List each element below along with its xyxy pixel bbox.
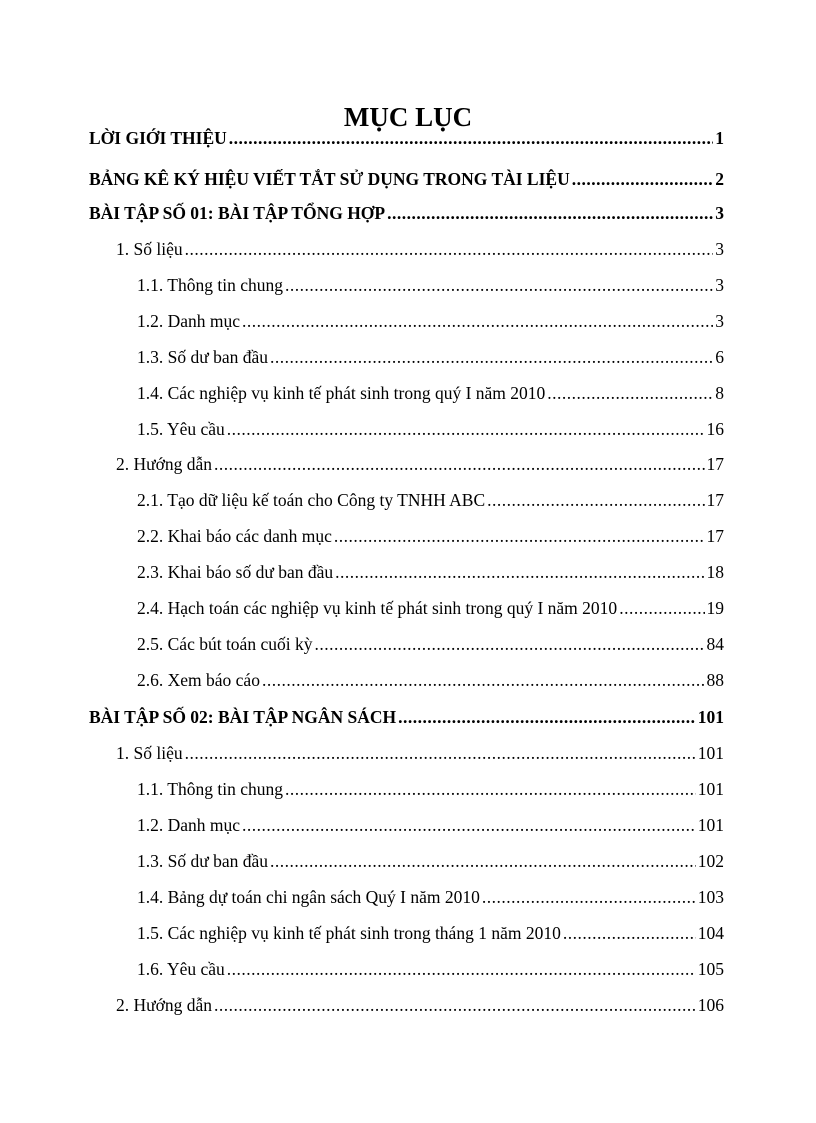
toc-entry-label: 1.1. Thông tin chung (137, 275, 283, 295)
toc-entry-label: 1.4. Các nghiệp vụ kinh tế phát sinh trong quý I năm 2010 (137, 383, 546, 403)
toc-entry-page: 88 (706, 670, 724, 690)
toc-entry[interactable] (89, 166, 724, 192)
page-title: MỤC LỤC (343, 102, 473, 133)
toc-entry-page: 101 (697, 707, 724, 727)
toc-entry-page: 3 (715, 203, 724, 223)
toc-entry-page: 3 (715, 239, 724, 259)
toc-entry-label: 1. Số liệu (116, 743, 183, 763)
toc-entry[interactable] (116, 451, 724, 477)
toc-entry-label: 1. Số liệu (116, 239, 183, 259)
toc-leader-dots (262, 667, 705, 693)
toc-leader-dots (572, 166, 714, 192)
toc-leader-dots (227, 956, 696, 982)
toc-entry-page: 102 (697, 851, 724, 871)
toc-leader-dots (214, 992, 696, 1018)
toc-entry-page: 18 (706, 562, 724, 582)
toc-leader-dots (229, 125, 713, 151)
toc-entry-page: 3 (715, 311, 724, 331)
toc-entry-label: 1.3. Số dư ban đầu (137, 851, 269, 871)
toc-leader-dots (242, 812, 696, 838)
toc-entry[interactable] (116, 236, 724, 262)
toc-entry[interactable] (137, 344, 724, 370)
toc-leader-dots (185, 740, 696, 766)
toc-leader-dots (487, 487, 704, 513)
toc-leader-dots (547, 380, 713, 406)
toc-leader-dots (335, 559, 704, 585)
toc-entry-page: 17 (706, 526, 724, 546)
toc-leader-dots (285, 272, 713, 298)
toc-entry-label: 2. Hướng dẫn (116, 995, 213, 1015)
toc-entry-label: 1.5. Các nghiệp vụ kinh tế phát sinh trong tháng 1 năm 2010 (137, 923, 561, 943)
toc-entry-label: 1.2. Danh mục (137, 815, 241, 835)
toc-entry-page: 8 (715, 383, 724, 403)
toc-leader-dots (285, 776, 696, 802)
toc-entry[interactable] (137, 380, 724, 406)
toc-entry-page: 2 (715, 169, 724, 189)
toc-entry-label: BẢNG KÊ KÝ HIỆU VIẾT TẮT SỬ DỤNG TRONG TÀI LIỆU (89, 169, 570, 189)
toc-entry[interactable] (137, 884, 724, 910)
toc-entry-label: 2.4. Hạch toán các nghiệp vụ kinh tế phát sinh trong quý I năm 2010 (137, 598, 618, 618)
toc-leader-dots (482, 884, 696, 910)
toc-entry[interactable] (116, 992, 724, 1018)
toc-entry-label: 2. Hướng dẫn (116, 454, 213, 474)
toc-entry[interactable] (137, 776, 724, 802)
toc-entry[interactable] (89, 704, 724, 730)
toc-entry-label: 1.5. Yêu cầu (137, 419, 225, 439)
toc-entry[interactable] (89, 200, 724, 226)
toc-entry-page: 17 (706, 490, 724, 510)
toc-entry-page: 101 (697, 779, 724, 799)
toc-entry[interactable] (137, 523, 724, 549)
toc-entry[interactable] (137, 416, 724, 442)
toc-leader-dots (214, 451, 704, 477)
toc-entry-page: 6 (715, 347, 724, 367)
toc-entry[interactable] (137, 308, 724, 334)
toc-entry[interactable] (137, 848, 724, 874)
toc-leader-dots (242, 308, 713, 334)
toc-entry[interactable] (137, 272, 724, 298)
toc-leader-dots (270, 344, 713, 370)
toc-entry-label: 2.6. Xem báo cáo (137, 670, 260, 690)
toc-entry-label: 2.1. Tạo dữ liệu kế toán cho Công ty TNHH ABC (137, 490, 486, 510)
toc-entry-label: BÀI TẬP SỐ 01: BÀI TẬP TỔNG HỢP (89, 203, 386, 223)
toc-entry-page: 105 (697, 959, 724, 979)
toc-entry-page: 3 (715, 275, 724, 295)
toc-entry-page: 1 (715, 128, 724, 148)
toc-entry[interactable] (137, 920, 724, 946)
toc-leader-dots (185, 236, 714, 262)
toc-entry[interactable] (137, 631, 724, 657)
toc-leader-dots (398, 704, 696, 730)
toc-entry-label: LỜI GIỚI THIỆU (89, 128, 227, 148)
toc-entry-label: BÀI TẬP SỐ 02: BÀI TẬP NGÂN SÁCH (89, 707, 397, 727)
toc-entry[interactable] (137, 487, 724, 513)
toc-entry-label: 1.6. Yêu cầu (137, 959, 225, 979)
toc-entry[interactable] (137, 956, 724, 982)
toc-entry-label: 1.2. Danh mục (137, 311, 241, 331)
toc-entry-label: 1.3. Số dư ban đầu (137, 347, 269, 367)
toc-entry-page: 104 (697, 923, 724, 943)
toc-entry[interactable] (116, 740, 724, 766)
toc-entry-page: 16 (706, 419, 724, 439)
toc-entry[interactable] (137, 559, 724, 585)
toc-leader-dots (314, 631, 704, 657)
toc-leader-dots (387, 200, 713, 226)
toc-entry-page: 101 (697, 815, 724, 835)
toc-entry-label: 2.5. Các bút toán cuối kỳ (137, 634, 313, 654)
toc-leader-dots (270, 848, 696, 874)
toc-entry-page: 103 (697, 887, 724, 907)
toc-entry-label: 2.3. Khai báo số dư ban đầu (137, 562, 334, 582)
toc-leader-dots (334, 523, 705, 549)
toc-entry-label: 1.1. Thông tin chung (137, 779, 283, 799)
toc-entry-page: 17 (706, 454, 724, 474)
toc-entry-page: 19 (706, 598, 724, 618)
toc-entry-page: 84 (706, 634, 724, 654)
toc-entry[interactable] (89, 125, 724, 151)
toc-entry[interactable] (137, 595, 724, 621)
toc-entry-label: 2.2. Khai báo các danh mục (137, 526, 332, 546)
toc-leader-dots (563, 920, 696, 946)
toc-entry-page: 101 (697, 743, 724, 763)
toc-entry-label: 1.4. Bảng dự toán chi ngân sách Quý I năm 2010 (137, 887, 480, 907)
toc-leader-dots (227, 416, 705, 442)
toc-entry[interactable] (137, 667, 724, 693)
toc-leader-dots (619, 595, 704, 621)
toc-entry-page: 106 (697, 995, 724, 1015)
toc-entry[interactable] (137, 812, 724, 838)
